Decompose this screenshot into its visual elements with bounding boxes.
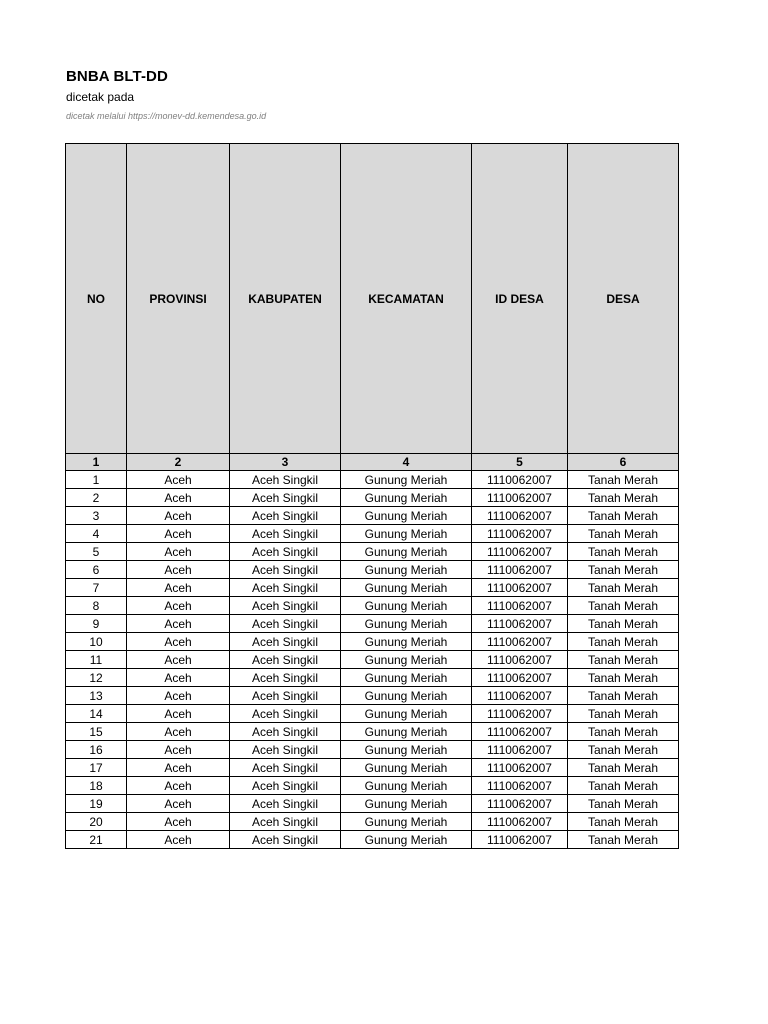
cell-desa: Tanah Merah xyxy=(568,669,679,687)
cell-id-desa: 1110062007 xyxy=(472,543,568,561)
cell-kabupaten: Aceh Singkil xyxy=(230,489,341,507)
table-row xyxy=(66,831,679,849)
cell-provinsi: Aceh xyxy=(127,579,230,597)
cell-no: 8 xyxy=(66,597,127,615)
cell-kabupaten: Aceh Singkil xyxy=(230,471,341,489)
cell-provinsi: Aceh xyxy=(127,561,230,579)
cell-desa: Tanah Merah xyxy=(568,705,679,723)
cell-kecamatan: Gunung Meriah xyxy=(341,795,472,813)
cell-kecamatan: Gunung Meriah xyxy=(341,615,472,633)
cell-kecamatan: Gunung Meriah xyxy=(341,759,472,777)
cell-kecamatan: Gunung Meriah xyxy=(341,723,472,741)
cell-kecamatan: Gunung Meriah xyxy=(341,813,472,831)
cell-kecamatan: Gunung Meriah xyxy=(341,705,472,723)
column-index: 3 xyxy=(230,454,341,471)
cell-provinsi: Aceh xyxy=(127,723,230,741)
header-kabupaten: KABUPATEN xyxy=(230,144,341,454)
cell-no: 18 xyxy=(66,777,127,795)
cell-kecamatan: Gunung Meriah xyxy=(341,633,472,651)
table-row xyxy=(66,615,679,633)
cell-no: 3 xyxy=(66,507,127,525)
table-row xyxy=(66,705,679,723)
cell-provinsi: Aceh xyxy=(127,759,230,777)
cell-no: 21 xyxy=(66,831,127,849)
table-row xyxy=(66,525,679,543)
cell-kecamatan: Gunung Meriah xyxy=(341,777,472,795)
table-row xyxy=(66,633,679,651)
cell-kecamatan: Gunung Meriah xyxy=(341,507,472,525)
header-desa: DESA xyxy=(568,144,679,454)
cell-kabupaten: Aceh Singkil xyxy=(230,831,341,849)
cell-provinsi: Aceh xyxy=(127,633,230,651)
header-id-desa: ID DESA xyxy=(472,144,568,454)
cell-kabupaten: Aceh Singkil xyxy=(230,633,341,651)
cell-kabupaten: Aceh Singkil xyxy=(230,651,341,669)
cell-id-desa: 1110062007 xyxy=(472,669,568,687)
cell-desa: Tanah Merah xyxy=(568,687,679,705)
cell-kabupaten: Aceh Singkil xyxy=(230,507,341,525)
cell-no: 7 xyxy=(66,579,127,597)
cell-provinsi: Aceh xyxy=(127,525,230,543)
cell-id-desa: 1110062007 xyxy=(472,705,568,723)
cell-id-desa: 1110062007 xyxy=(472,507,568,525)
cell-kecamatan: Gunung Meriah xyxy=(341,543,472,561)
cell-provinsi: Aceh xyxy=(127,687,230,705)
cell-provinsi: Aceh xyxy=(127,507,230,525)
cell-provinsi: Aceh xyxy=(127,777,230,795)
cell-provinsi: Aceh xyxy=(127,795,230,813)
cell-no: 1 xyxy=(66,471,127,489)
cell-kecamatan: Gunung Meriah xyxy=(341,831,472,849)
cell-provinsi: Aceh xyxy=(127,615,230,633)
cell-id-desa: 1110062007 xyxy=(472,831,568,849)
table-row xyxy=(66,543,679,561)
cell-kecamatan: Gunung Meriah xyxy=(341,687,472,705)
cell-no: 13 xyxy=(66,687,127,705)
cell-provinsi: Aceh xyxy=(127,813,230,831)
cell-desa: Tanah Merah xyxy=(568,489,679,507)
cell-id-desa: 1110062007 xyxy=(472,597,568,615)
cell-provinsi: Aceh xyxy=(127,669,230,687)
table-row xyxy=(66,507,679,525)
cell-desa: Tanah Merah xyxy=(568,543,679,561)
cell-desa: Tanah Merah xyxy=(568,651,679,669)
beneficiary-table xyxy=(65,143,679,849)
cell-desa: Tanah Merah xyxy=(568,777,679,795)
cell-kabupaten: Aceh Singkil xyxy=(230,813,341,831)
cell-kecamatan: Gunung Meriah xyxy=(341,561,472,579)
cell-id-desa: 1110062007 xyxy=(472,471,568,489)
cell-no: 10 xyxy=(66,633,127,651)
cell-desa: Tanah Merah xyxy=(568,561,679,579)
cell-desa: Tanah Merah xyxy=(568,597,679,615)
table-body xyxy=(66,471,679,849)
column-index: 4 xyxy=(341,454,472,471)
source-url-note: dicetak melalui https://monev-dd.kemendesa.go.id xyxy=(66,111,267,121)
cell-id-desa: 1110062007 xyxy=(472,651,568,669)
cell-id-desa: 1110062007 xyxy=(472,741,568,759)
column-index-row xyxy=(66,454,679,471)
cell-desa: Tanah Merah xyxy=(568,813,679,831)
cell-id-desa: 1110062007 xyxy=(472,723,568,741)
cell-id-desa: 1110062007 xyxy=(472,615,568,633)
cell-desa: Tanah Merah xyxy=(568,615,679,633)
cell-desa: Tanah Merah xyxy=(568,723,679,741)
table-row xyxy=(66,777,679,795)
table-row xyxy=(66,561,679,579)
cell-kecamatan: Gunung Meriah xyxy=(341,579,472,597)
cell-no: 15 xyxy=(66,723,127,741)
table-row xyxy=(66,795,679,813)
cell-id-desa: 1110062007 xyxy=(472,489,568,507)
cell-no: 19 xyxy=(66,795,127,813)
cell-no: 9 xyxy=(66,615,127,633)
table-row xyxy=(66,471,679,489)
cell-provinsi: Aceh xyxy=(127,741,230,759)
table-row xyxy=(66,723,679,741)
cell-provinsi: Aceh xyxy=(127,597,230,615)
cell-id-desa: 1110062007 xyxy=(472,795,568,813)
cell-id-desa: 1110062007 xyxy=(472,813,568,831)
cell-desa: Tanah Merah xyxy=(568,471,679,489)
cell-desa: Tanah Merah xyxy=(568,795,679,813)
cell-kecamatan: Gunung Meriah xyxy=(341,669,472,687)
table-row xyxy=(66,687,679,705)
cell-no: 17 xyxy=(66,759,127,777)
cell-kecamatan: Gunung Meriah xyxy=(341,597,472,615)
cell-kabupaten: Aceh Singkil xyxy=(230,669,341,687)
cell-id-desa: 1110062007 xyxy=(472,525,568,543)
cell-kabupaten: Aceh Singkil xyxy=(230,687,341,705)
cell-no: 20 xyxy=(66,813,127,831)
column-index: 6 xyxy=(568,454,679,471)
cell-provinsi: Aceh xyxy=(127,489,230,507)
header-provinsi: PROVINSI xyxy=(127,144,230,454)
cell-no: 14 xyxy=(66,705,127,723)
cell-no: 2 xyxy=(66,489,127,507)
cell-no: 6 xyxy=(66,561,127,579)
cell-desa: Tanah Merah xyxy=(568,525,679,543)
print-date-label: dicetak pada xyxy=(66,90,135,104)
cell-no: 16 xyxy=(66,741,127,759)
cell-kecamatan: Gunung Meriah xyxy=(341,489,472,507)
table-row xyxy=(66,489,679,507)
cell-kecamatan: Gunung Meriah xyxy=(341,651,472,669)
cell-id-desa: 1110062007 xyxy=(472,777,568,795)
cell-kabupaten: Aceh Singkil xyxy=(230,615,341,633)
cell-kabupaten: Aceh Singkil xyxy=(230,741,341,759)
cell-no: 11 xyxy=(66,651,127,669)
cell-kabupaten: Aceh Singkil xyxy=(230,525,341,543)
cell-desa: Tanah Merah xyxy=(568,579,679,597)
cell-kabupaten: Aceh Singkil xyxy=(230,759,341,777)
cell-kecamatan: Gunung Meriah xyxy=(341,471,472,489)
table-row xyxy=(66,651,679,669)
table-row xyxy=(66,579,679,597)
cell-kecamatan: Gunung Meriah xyxy=(341,741,472,759)
cell-kabupaten: Aceh Singkil xyxy=(230,777,341,795)
column-index: 5 xyxy=(472,454,568,471)
cell-provinsi: Aceh xyxy=(127,471,230,489)
document-title: BNBA BLT-DD xyxy=(66,68,168,85)
cell-kabupaten: Aceh Singkil xyxy=(230,543,341,561)
cell-kabupaten: Aceh Singkil xyxy=(230,579,341,597)
cell-provinsi: Aceh xyxy=(127,543,230,561)
table-row xyxy=(66,813,679,831)
cell-desa: Tanah Merah xyxy=(568,831,679,849)
table-row xyxy=(66,759,679,777)
table-row xyxy=(66,597,679,615)
cell-kabupaten: Aceh Singkil xyxy=(230,723,341,741)
cell-desa: Tanah Merah xyxy=(568,759,679,777)
column-index: 1 xyxy=(66,454,127,471)
column-header-row xyxy=(66,144,679,454)
cell-id-desa: 1110062007 xyxy=(472,561,568,579)
cell-provinsi: Aceh xyxy=(127,705,230,723)
cell-kabupaten: Aceh Singkil xyxy=(230,597,341,615)
cell-desa: Tanah Merah xyxy=(568,507,679,525)
cell-no: 5 xyxy=(66,543,127,561)
table-row xyxy=(66,741,679,759)
cell-desa: Tanah Merah xyxy=(568,633,679,651)
cell-kabupaten: Aceh Singkil xyxy=(230,705,341,723)
cell-id-desa: 1110062007 xyxy=(472,579,568,597)
cell-id-desa: 1110062007 xyxy=(472,759,568,777)
table-row xyxy=(66,669,679,687)
header-no: NO xyxy=(66,144,127,454)
cell-no: 12 xyxy=(66,669,127,687)
cell-kabupaten: Aceh Singkil xyxy=(230,795,341,813)
cell-desa: Tanah Merah xyxy=(568,741,679,759)
cell-no: 4 xyxy=(66,525,127,543)
cell-kecamatan: Gunung Meriah xyxy=(341,525,472,543)
column-index: 2 xyxy=(127,454,230,471)
cell-provinsi: Aceh xyxy=(127,831,230,849)
cell-kabupaten: Aceh Singkil xyxy=(230,561,341,579)
header-kecamatan: KECAMATAN xyxy=(341,144,472,454)
cell-id-desa: 1110062007 xyxy=(472,633,568,651)
cell-provinsi: Aceh xyxy=(127,651,230,669)
cell-id-desa: 1110062007 xyxy=(472,687,568,705)
